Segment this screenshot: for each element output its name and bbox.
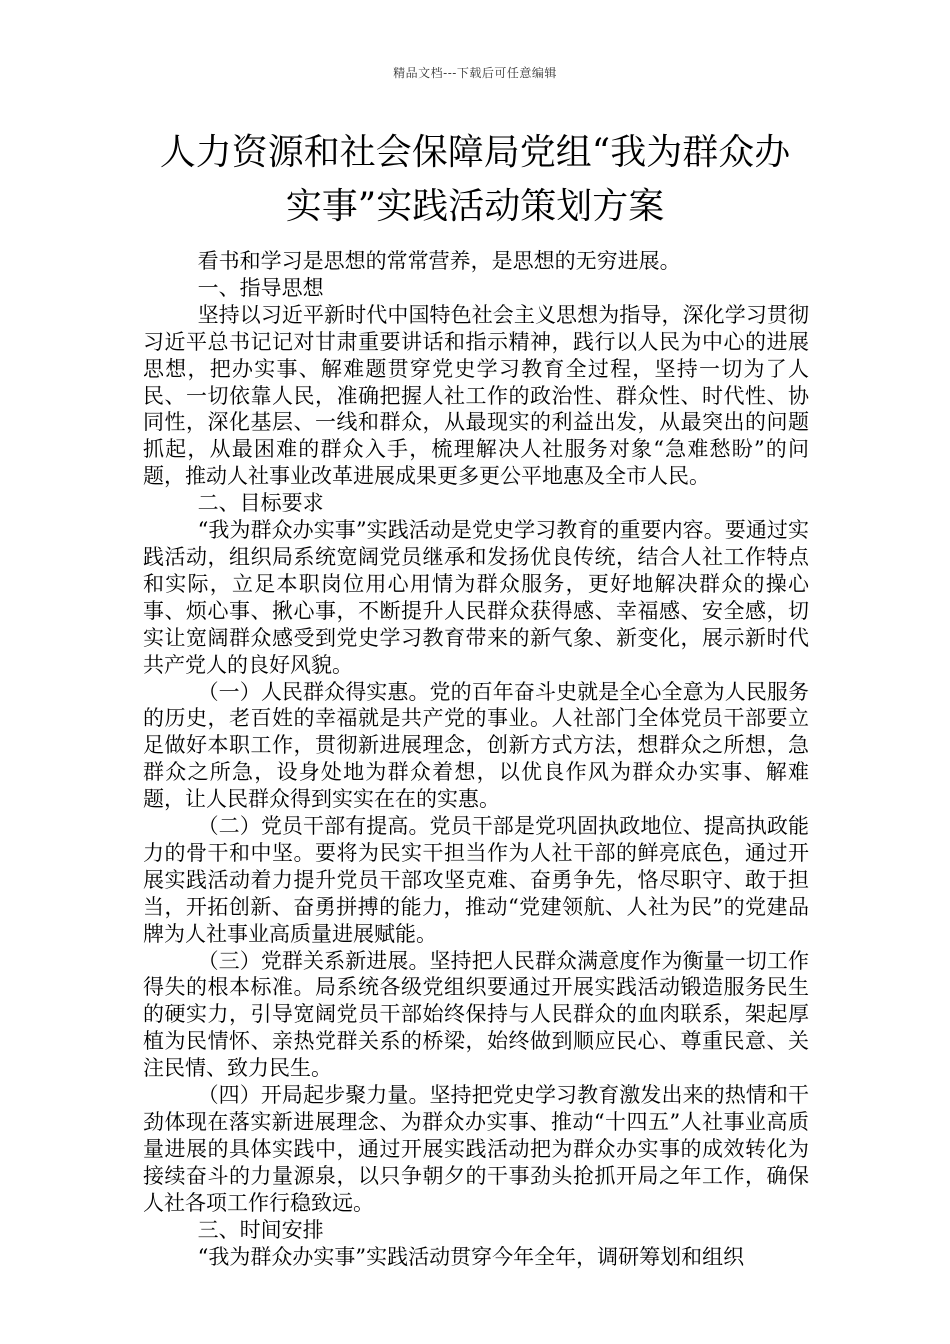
paragraph-goal-1: （一）人民群众得实惠。党的百年奋斗史就是全心全意为人民服务的历史，老百姓的幸福就是共产党的事业。人社部门全体党员干部要立足做好本职工作，贯彻新进展理念，创新方式方法，想群众之所想，急群众之所急，设身处地为群众着想，以优良作风为群众办实事、解难题，让人民群众得到实实在在的实惠。 xyxy=(143,679,809,812)
title-line-1: 人力资源和社会保障局党组“我为群众办 xyxy=(159,132,791,173)
section-heading-guiding-ideology: 一、指导思想 xyxy=(197,275,324,300)
document-title xyxy=(120,126,830,234)
intro-quote: 看书和学习是思想的常常营养，是思想的无穷进展。 xyxy=(197,249,681,273)
title-line-2: 实事”实践活动策划方案 xyxy=(285,186,665,227)
paragraph-guiding-ideology: 坚持以习近平新时代中国特色社会主义思想为指导，深化学习贯彻习近平总书记记对甘肃重要讲话和指示精神，践行以人民为中心的进展思想，把办实事、解难题贯穿党史学习教育全过程，坚持一切为了人民、一切依靠人民，准确把握人社工作的政治性、群众性、时代性、协同性，深化基层、一线和群众，从最现实的利益出发，从最突出的问题抓起，从最困难的群众入手，梳理解决人社服务对象“急难愁盼”的问题，推动人社事业改革进展成果更多更公平地惠及全市人民。 xyxy=(143,302,809,489)
paragraph-goal-2: （二）党员干部有提高。党员干部是党巩固执政地位、提高执政能力的骨干和中坚。要将为民实干担当作为人社干部的鲜亮底色，通过开展实践活动着力提升党员干部攻坚克难、奋勇争先，恪尽职守、敢于担当，开拓创新、奋勇拼搏的能力，推动“党建领航、人社为民”的党建品牌为人社事业高质量进展赋能。 xyxy=(143,814,809,946)
header-note: 精品文档---下载后可任意编辑 xyxy=(393,66,557,80)
paragraph-goals: “我为群众办实事”实践活动是党史学习教育的重要内容。要通过实践活动，组织局系统宽阔党员继承和发扬优良传统，结合人社工作特点和实际，立足本职岗位用心用情为群众服务，更好地解决群众的操心事、烦心事、揪心事，不断提升人民群众获得感、幸福感、安全感，切实让宽阔群众感受到党史学习教育带来的新气象、新变化，展示新时代共产党人的良好风貌。 xyxy=(143,518,809,677)
document-body xyxy=(143,248,809,1270)
paragraph-goal-4: （四）开局起步聚力量。坚持把党史学习教育激发出来的热情和干劲体现在落实新进展理念、为群众办实事、推动“十四五”人社事业高质量进展的具体实践中，通过开展实践活动把为群众办实事的成效转化为接续奋斗的力量源泉，以只争朝夕的干事劲头抢抓开局之年工作，确保人社各项工作行稳致远。 xyxy=(143,1083,809,1215)
section-heading-goals: 二、目标要求 xyxy=(197,491,324,516)
paragraph-schedule: “我为群众办实事”实践活动贯穿今年全年，调研筹划和组织 xyxy=(197,1244,745,1269)
section-heading-schedule: 三、时间安排 xyxy=(197,1217,324,1242)
paragraph-goal-3: （三）党群关系新进展。坚持把人民群众满意度作为衡量一切工作得失的根本标准。局系统各级党组织要通过开展实践活动锻造服务民生的硬实力，引导宽阔党员干部始终保持与人民群众的血肉联系，架起厚植为民情怀、亲热党群关系的桥梁，始终做到顺应民心、尊重民意、关注民情、致力民生。 xyxy=(143,948,809,1081)
